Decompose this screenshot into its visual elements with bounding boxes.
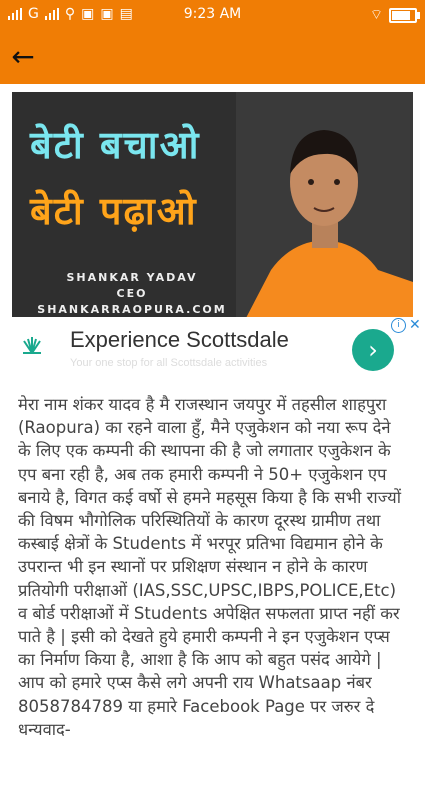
ad-banner[interactable] (0, 317, 425, 373)
notification-icon-2: ▣ (100, 6, 114, 22)
ad-title[interactable]: Experience Scottsdale (70, 327, 289, 352)
back-arrow-icon[interactable]: ← (11, 40, 35, 73)
person-photo (236, 92, 413, 318)
banner-headline-1: बेटी बचाओ (30, 123, 201, 167)
ad-info-icon[interactable]: i (391, 318, 406, 333)
about-text: मेरा नाम शंकर यादव है मै राजस्थान जयपुर में तहसील शाहपुरा (Raopura) का रहने वाला हुँ, मैने एजुकेशन को नया रूप देने के लिए एक कम्पनी की स्थापना की है जो लगातार एजुकेशन के एप बना रही है, अब तक हमारी कम्पनी ने 50+ एजुकेशन एप बनाये है, विगत कई वर्षो से हमने महसूस किया है कि सभी राज्यों की विषम भौगोलिक परिस्थितियों के कारण दूरस्थ ग्रामीण तथा कस्बाई क्षेत्रों के Students में भरपूर प्रतिभा विद्यमान होने के उपरान्त भी इन स्थानों पर प्रशिक्षण संस्थान न होने के कारण प्रतियोगी परीक्षाओं (IAS,SSC,UPSC,IBPS,POLICE,Etc) व बोर्ड परीक्षाओं में Students अपेक्षित सफलता प्राप्त नहीं कर पाते है | इसी को देखते हुये हमारी कम्पनी ने इन एजुकेशन एप्स का निर्माण किया है, आशा है कि आप को बहुत पसंद आयेगे | आप को हमारे एप्स कैसे लगे अपनी राय Whatsaap नंबर 8058784789 या हमारे Facebook Page पर जरुर दे धन्यवाद- (18, 395, 401, 739)
ad-subtitle: Your one stop for all Scottsdale activities (70, 357, 268, 369)
person-name: SHANKAR YADAV (66, 271, 198, 284)
notification-icon: ▣ (81, 6, 95, 22)
ad-open-button[interactable]: › (352, 329, 394, 371)
carrier-label: G (28, 6, 39, 22)
film-icon: ▤ (119, 6, 133, 22)
app-bar (0, 30, 425, 84)
person-title: CEO (116, 287, 148, 300)
status-time: 9:23 AM (183, 6, 242, 22)
status-right-icons (370, 6, 417, 24)
wifi-icon: ⌔ (369, 7, 383, 23)
header-banner (12, 92, 413, 318)
status-bar (0, 0, 425, 30)
content-area (0, 84, 425, 800)
ad-close-icon[interactable]: ✕ (409, 317, 421, 333)
usb-icon: ⚲ (64, 6, 76, 22)
banner-headline-2: बेटी पढ़ाओ (30, 189, 198, 233)
ad-logo-icon (20, 333, 44, 357)
battery-icon (389, 8, 417, 23)
person-website: SHANKARRAOPURA.COM (37, 303, 227, 316)
